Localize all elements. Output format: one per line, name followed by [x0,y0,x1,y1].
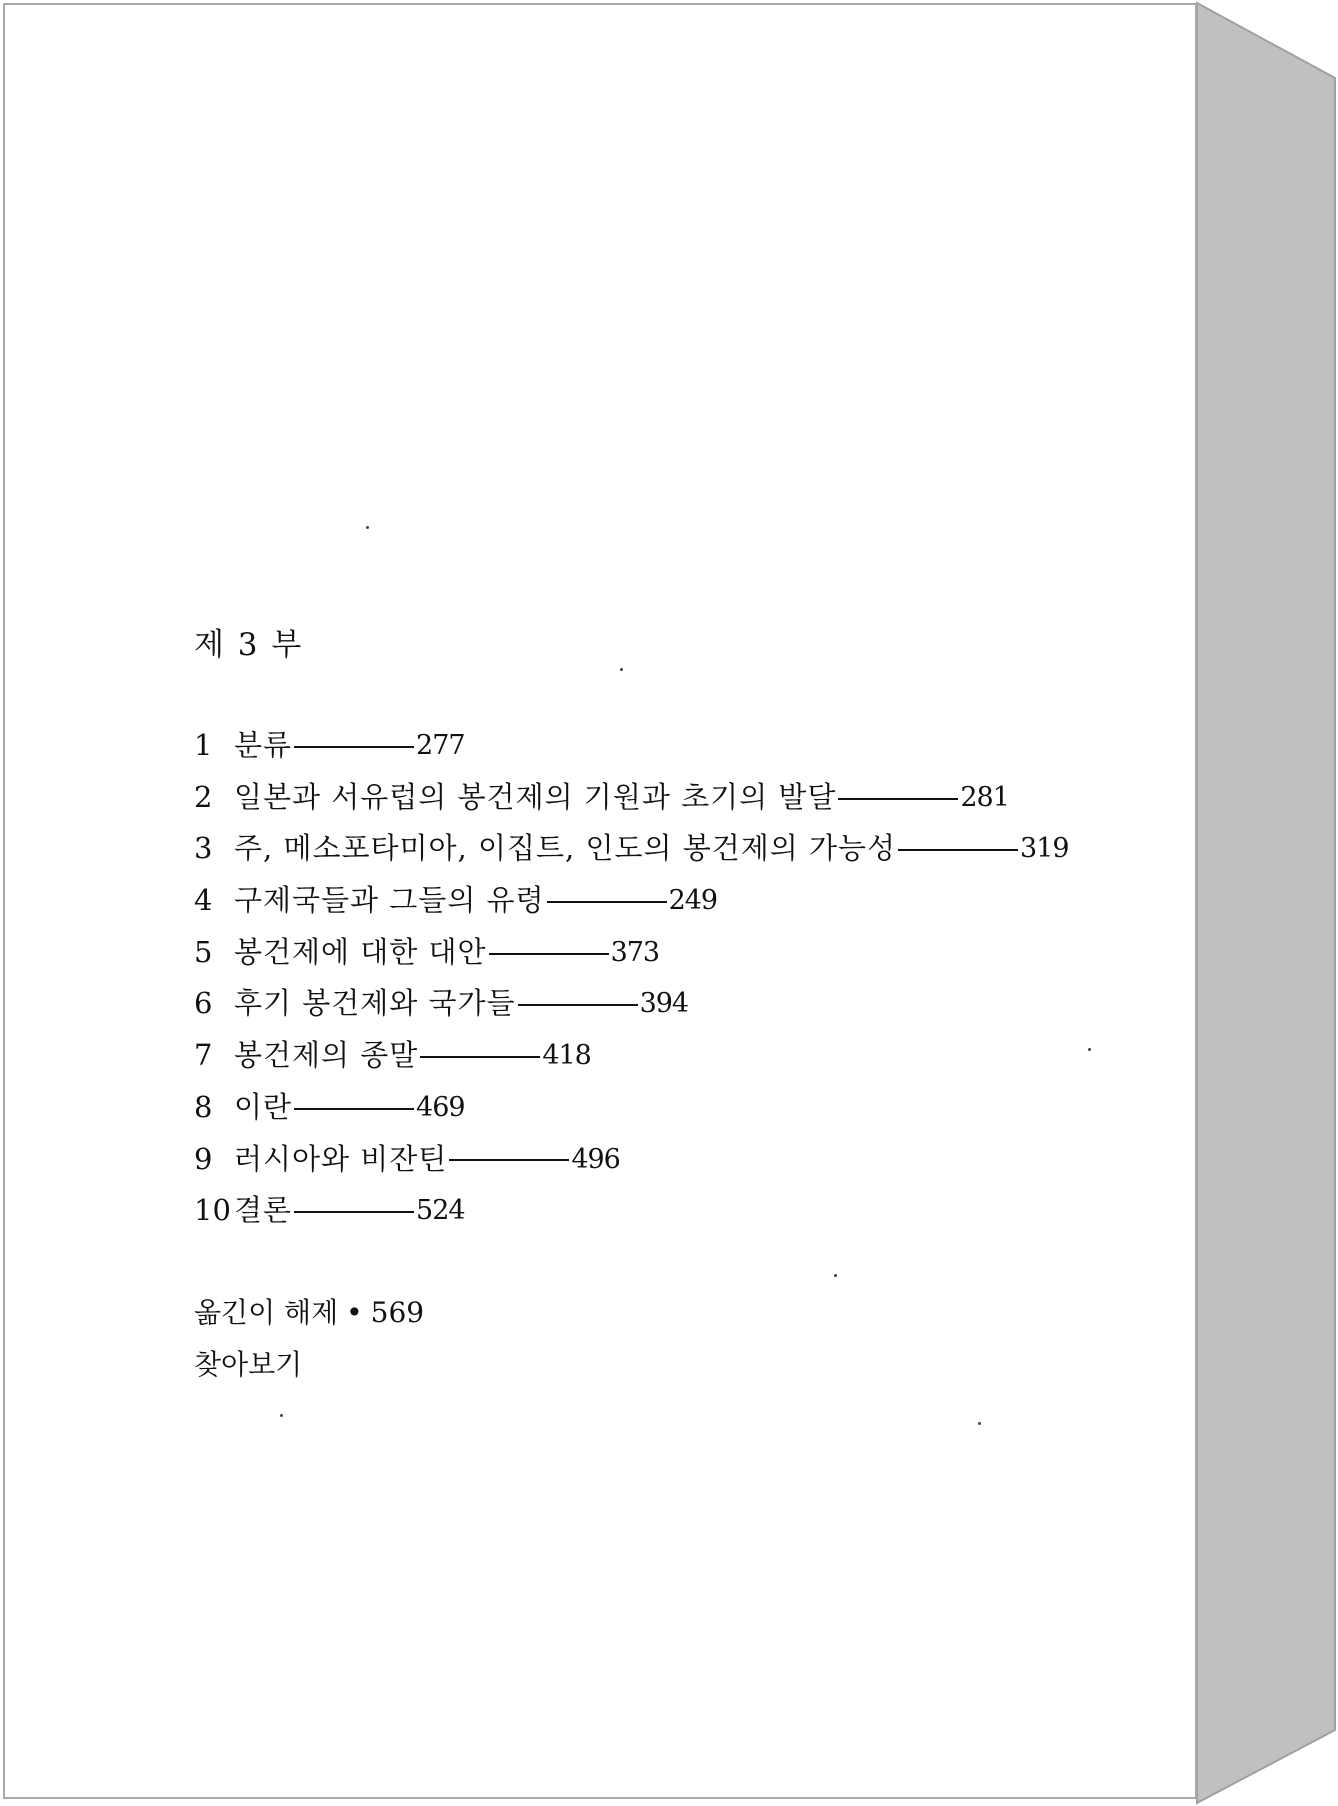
leader-line [449,1159,569,1161]
toc-number: 2 [194,779,213,814]
toc-page-number: 394 [639,988,689,1020]
toc-entry [194,978,1094,1030]
toc-title: 봉건제의 종말 [234,1038,419,1073]
toc-entry [194,1185,1094,1237]
toc-page-number: 281 [960,781,1009,813]
toc-entry [194,1134,1094,1186]
toc-entry [194,927,1094,979]
toc-number: 9 [194,1141,213,1176]
scan-speck [1088,1048,1091,1051]
leader-line [294,1108,414,1110]
leader-line [898,849,1018,851]
toc-title: 일본과 서유럽의 봉건제의 기원과 초기의 발달 [234,779,837,814]
bullet-separator: • [346,1295,363,1329]
leader-line [420,1056,540,1058]
scan-speck [620,668,623,671]
toc-title: 후기 봉건제와 국가들 [234,986,516,1021]
toc-page-number: 496 [571,1143,620,1175]
toc-number: 4 [194,883,213,918]
toc-title: 주, 메소포타미아, 이집트, 인도의 봉건제의 가능성 [234,831,897,866]
toc-page-number: 418 [542,1040,591,1072]
toc-entry [194,875,1094,927]
toc-number: 8 [194,1089,213,1124]
toc-page-number: 524 [416,1195,465,1227]
toc-number: 6 [194,986,213,1021]
toc-number: 7 [194,1038,213,1073]
table-of-contents [194,615,1094,1391]
back-matter [194,1287,1094,1391]
toc-entry [194,823,1094,875]
toc-list [194,720,1094,1237]
leader-line [294,746,414,748]
part-title: 제 3 부 [194,627,304,663]
toc-title: 봉건제에 대한 대안 [234,934,487,969]
toc-entry [194,720,1094,772]
toc-number: 3 [194,831,213,866]
leader-line [489,953,609,955]
toc-title: 분류 [234,728,293,762]
toc-title: 러시아와 비잔틴 [234,1141,448,1176]
toc-number: 10 [194,1193,231,1228]
scan-speck [978,1422,981,1425]
leader-line [294,1211,414,1213]
toc-page-number: 373 [610,936,660,968]
leader-line [518,1004,638,1006]
translator-note-title: 옮긴이 해제 [194,1295,339,1329]
toc-title: 구제국들과 그들의 유령 [234,883,545,918]
toc-page-number: 319 [1020,833,1069,865]
toc-entry [194,772,1094,824]
leader-line [547,901,667,903]
index-entry: 찾아보기 [194,1347,303,1381]
toc-number: 5 [194,934,213,969]
toc-title: 이란 [234,1089,293,1124]
translator-note-entry [194,1287,1094,1339]
toc-entry [194,1082,1094,1134]
toc-title: 결론 [234,1193,293,1228]
toc-page-number: 249 [668,885,718,917]
scan-speck [366,526,369,529]
scan-speck [280,1414,283,1417]
toc-entry [194,1030,1094,1082]
leader-line [838,798,958,800]
scan-speck [834,1274,837,1277]
toc-page-number: 469 [416,1091,465,1123]
toc-number: 1 [194,728,213,762]
toc-page-number: 277 [416,730,465,761]
translator-note-page: 569 [370,1295,425,1329]
